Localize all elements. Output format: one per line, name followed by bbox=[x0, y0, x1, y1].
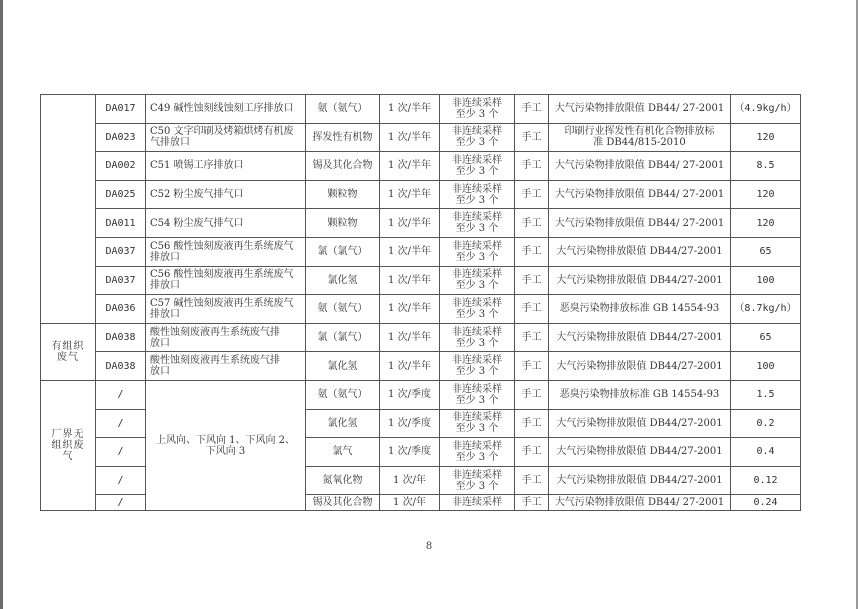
standard-cell: 大气污染物排放限值 DB44/27-2001 bbox=[549, 237, 731, 266]
standard-cell: 大气污染物排放限值 DB44/27-2001 bbox=[549, 466, 731, 495]
monitoring-point-cell: 酸性蚀刻废液再生系统废气排 放口 bbox=[146, 352, 306, 381]
limit-cell: 120 bbox=[731, 180, 801, 209]
method-cell: 手工 bbox=[515, 409, 549, 438]
outlet-code-cell: DA038 bbox=[96, 352, 146, 381]
sampling-mode-cell: 非连续采样 至少 3 个 bbox=[440, 123, 515, 152]
pollutant-cell: 颗粒物 bbox=[306, 209, 380, 238]
sampling-mode-cell: 非连续采样 bbox=[440, 495, 515, 511]
monitoring-point-cell: 上风向、下风向 1、下风向 2、 下风向 3 bbox=[146, 380, 306, 510]
standard-cell: 大气污染物排放限值 DB44/27-2001 bbox=[549, 323, 731, 352]
outlet-code-cell: DA017 bbox=[96, 95, 146, 124]
sampling-mode-cell: 非连续采样 至少 3 个 bbox=[440, 152, 515, 181]
outlet-code-cell: / bbox=[96, 409, 146, 438]
table-row bbox=[41, 123, 801, 152]
sampling-mode-cell: 非连续采样 至少 3 个 bbox=[440, 95, 515, 124]
monitoring-table bbox=[40, 94, 801, 511]
monitoring-point-cell: C52 粉尘废气排气口 bbox=[146, 180, 306, 209]
table-row bbox=[41, 95, 801, 124]
limit-cell: 0.4 bbox=[731, 438, 801, 467]
pollutant-cell: 氯气 bbox=[306, 438, 380, 467]
sampling-mode-cell: 非连续采样 至少 3 个 bbox=[440, 209, 515, 238]
pollutant-cell: 氯化氢 bbox=[306, 266, 380, 295]
sampling-mode-cell: 非连续采样 至少 3 个 bbox=[440, 409, 515, 438]
frequency-cell: 1 次/半年 bbox=[380, 295, 440, 324]
monitoring-point-cell: C57 碱性蚀刻废液再生系统废气 排放口 bbox=[146, 295, 306, 324]
outlet-code-cell: DA036 bbox=[96, 295, 146, 324]
limit-cell: （8.7kg/h） bbox=[731, 295, 801, 324]
limit-cell: 8.5 bbox=[731, 152, 801, 181]
monitoring-table-body bbox=[41, 95, 801, 511]
outlet-code-cell: DA038 bbox=[96, 323, 146, 352]
pollutant-cell: 氯化氢 bbox=[306, 409, 380, 438]
table-row bbox=[41, 237, 801, 266]
standard-cell: 恶臭污染物排放标准 GB 14554-93 bbox=[549, 380, 731, 409]
monitoring-point-cell: C54 粉尘废气排气口 bbox=[146, 209, 306, 238]
limit-cell: 100 bbox=[731, 266, 801, 295]
limit-cell: （4.9kg/h） bbox=[731, 95, 801, 124]
pollutant-cell: 氯化氢 bbox=[306, 352, 380, 381]
page-number: 8 bbox=[425, 541, 433, 552]
page-edge-left bbox=[0, 0, 3, 609]
frequency-cell: 1 次/季度 bbox=[380, 380, 440, 409]
limit-cell: 65 bbox=[731, 237, 801, 266]
frequency-cell: 1 次/半年 bbox=[380, 209, 440, 238]
pollutant-cell: 氯（氯气） bbox=[306, 323, 380, 352]
outlet-code-cell: DA023 bbox=[96, 123, 146, 152]
pollutant-cell: 氨（氨气） bbox=[306, 95, 380, 124]
outlet-code-cell: DA037 bbox=[96, 237, 146, 266]
outlet-code-cell: / bbox=[96, 380, 146, 409]
pollutant-cell: 氨（氨气） bbox=[306, 380, 380, 409]
method-cell: 手工 bbox=[515, 438, 549, 467]
monitoring-point-cell: C51 喷锡工序排放口 bbox=[146, 152, 306, 181]
limit-cell: 65 bbox=[731, 323, 801, 352]
frequency-cell: 1 次/年 bbox=[380, 466, 440, 495]
outlet-code-cell: DA002 bbox=[96, 152, 146, 181]
method-cell: 手工 bbox=[515, 295, 549, 324]
sampling-mode-cell: 非连续采样 至少 3 个 bbox=[440, 266, 515, 295]
standard-cell: 大气污染物排放限值 DB44/ 27-2001 bbox=[549, 209, 731, 238]
frequency-cell: 1 次/半年 bbox=[380, 180, 440, 209]
standard-cell: 大气污染物排放限值 DB44/27-2001 bbox=[549, 438, 731, 467]
standard-cell: 大气污染物排放限值 DB44/27-2001 bbox=[549, 266, 731, 295]
pollutant-cell: 颗粒物 bbox=[306, 180, 380, 209]
category-cell-blank bbox=[41, 95, 96, 324]
sampling-mode-cell: 非连续采样 至少 3 个 bbox=[440, 438, 515, 467]
monitoring-point-cell: C56 酸性蚀刻废液再生系统废气 排放口 bbox=[146, 237, 306, 266]
monitoring-point-cell: C49 碱性蚀刻线蚀刻工序排放口 bbox=[146, 95, 306, 124]
frequency-cell: 1 次/年 bbox=[380, 495, 440, 511]
method-cell: 手工 bbox=[515, 266, 549, 295]
standard-cell: 印刷行业挥发性有机化合物排放标 准 DB44/815-2010 bbox=[549, 123, 731, 152]
table-row bbox=[41, 380, 801, 409]
table-row bbox=[41, 209, 801, 238]
pollutant-cell: 锡及其化合物 bbox=[306, 495, 380, 511]
method-cell: 手工 bbox=[515, 323, 549, 352]
method-cell: 手工 bbox=[515, 380, 549, 409]
frequency-cell: 1 次/半年 bbox=[380, 152, 440, 181]
limit-cell: 1.5 bbox=[731, 380, 801, 409]
pollutant-cell: 氮氧化物 bbox=[306, 466, 380, 495]
frequency-cell: 1 次/半年 bbox=[380, 266, 440, 295]
pollutant-cell: 锡及其化合物 bbox=[306, 152, 380, 181]
frequency-cell: 1 次/半年 bbox=[380, 95, 440, 124]
standard-cell: 大气污染物排放限值 DB44/27-2001 bbox=[549, 409, 731, 438]
sampling-mode-cell: 非连续采样 至少 3 个 bbox=[440, 466, 515, 495]
limit-cell: 100 bbox=[731, 352, 801, 381]
outlet-code-cell: DA037 bbox=[96, 266, 146, 295]
method-cell: 手工 bbox=[515, 209, 549, 238]
method-cell: 手工 bbox=[515, 152, 549, 181]
sampling-mode-cell: 非连续采样 至少 3 个 bbox=[440, 180, 515, 209]
limit-cell: 120 bbox=[731, 209, 801, 238]
table-row bbox=[41, 323, 801, 352]
method-cell: 手工 bbox=[515, 123, 549, 152]
table-row bbox=[41, 352, 801, 381]
sampling-mode-cell: 非连续采样 至少 3 个 bbox=[440, 323, 515, 352]
monitoring-point-cell: C56 酸性蚀刻废液再生系统废气 排放口 bbox=[146, 266, 306, 295]
standard-cell: 大气污染物排放限值 DB44/27-2001 bbox=[549, 352, 731, 381]
outlet-code-cell: / bbox=[96, 438, 146, 467]
frequency-cell: 1 次/季度 bbox=[380, 409, 440, 438]
standard-cell: 大气污染物排放限值 DB44/ 27-2001 bbox=[549, 180, 731, 209]
limit-cell: 0.2 bbox=[731, 409, 801, 438]
method-cell: 手工 bbox=[515, 352, 549, 381]
standard-cell: 恶臭污染物排放标准 GB 14554-93 bbox=[549, 295, 731, 324]
method-cell: 手工 bbox=[515, 466, 549, 495]
sampling-mode-cell: 非连续采样 至少 3 个 bbox=[440, 380, 515, 409]
table-row bbox=[41, 266, 801, 295]
frequency-cell: 1 次/半年 bbox=[380, 237, 440, 266]
outlet-code-cell: / bbox=[96, 495, 146, 511]
standard-cell: 大气污染物排放限值 DB44/ 27-2001 bbox=[549, 495, 731, 511]
method-cell: 手工 bbox=[515, 495, 549, 511]
sampling-mode-cell: 非连续采样 至少 3 个 bbox=[440, 295, 515, 324]
limit-cell: 120 bbox=[731, 123, 801, 152]
frequency-cell: 1 次/半年 bbox=[380, 123, 440, 152]
pollutant-cell: 挥发性有机物 bbox=[306, 123, 380, 152]
pollutant-cell: 氨（氨气） bbox=[306, 295, 380, 324]
monitoring-point-cell: 酸性蚀刻废液再生系统废气排 放口 bbox=[146, 323, 306, 352]
standard-cell: 大气污染物排放限值 DB44/ 27-2001 bbox=[549, 95, 731, 124]
frequency-cell: 1 次/半年 bbox=[380, 323, 440, 352]
sampling-mode-cell: 非连续采样 至少 3 个 bbox=[440, 352, 515, 381]
monitoring-point-cell: C50 文字印刷及烤箱烘烤有机废 气排放口 bbox=[146, 123, 306, 152]
category-cell-organized: 有组织 废气 bbox=[41, 323, 96, 380]
table-row bbox=[41, 180, 801, 209]
outlet-code-cell: / bbox=[96, 466, 146, 495]
outlet-code-cell: DA025 bbox=[96, 180, 146, 209]
frequency-cell: 1 次/季度 bbox=[380, 438, 440, 467]
table-row bbox=[41, 152, 801, 181]
limit-cell: 0.12 bbox=[731, 466, 801, 495]
limit-cell: 0.24 bbox=[731, 495, 801, 511]
frequency-cell: 1 次/半年 bbox=[380, 352, 440, 381]
method-cell: 手工 bbox=[515, 237, 549, 266]
category-cell-fugitive: 厂界无 组织废 气 bbox=[41, 380, 96, 510]
standard-cell: 大气污染物排放限值 DB44/ 27-2001 bbox=[549, 152, 731, 181]
outlet-code-cell: DA011 bbox=[96, 209, 146, 238]
method-cell: 手工 bbox=[515, 95, 549, 124]
method-cell: 手工 bbox=[515, 180, 549, 209]
pollutant-cell: 氯（氯气） bbox=[306, 237, 380, 266]
table-row bbox=[41, 295, 801, 324]
sampling-mode-cell: 非连续采样 至少 3 个 bbox=[440, 237, 515, 266]
